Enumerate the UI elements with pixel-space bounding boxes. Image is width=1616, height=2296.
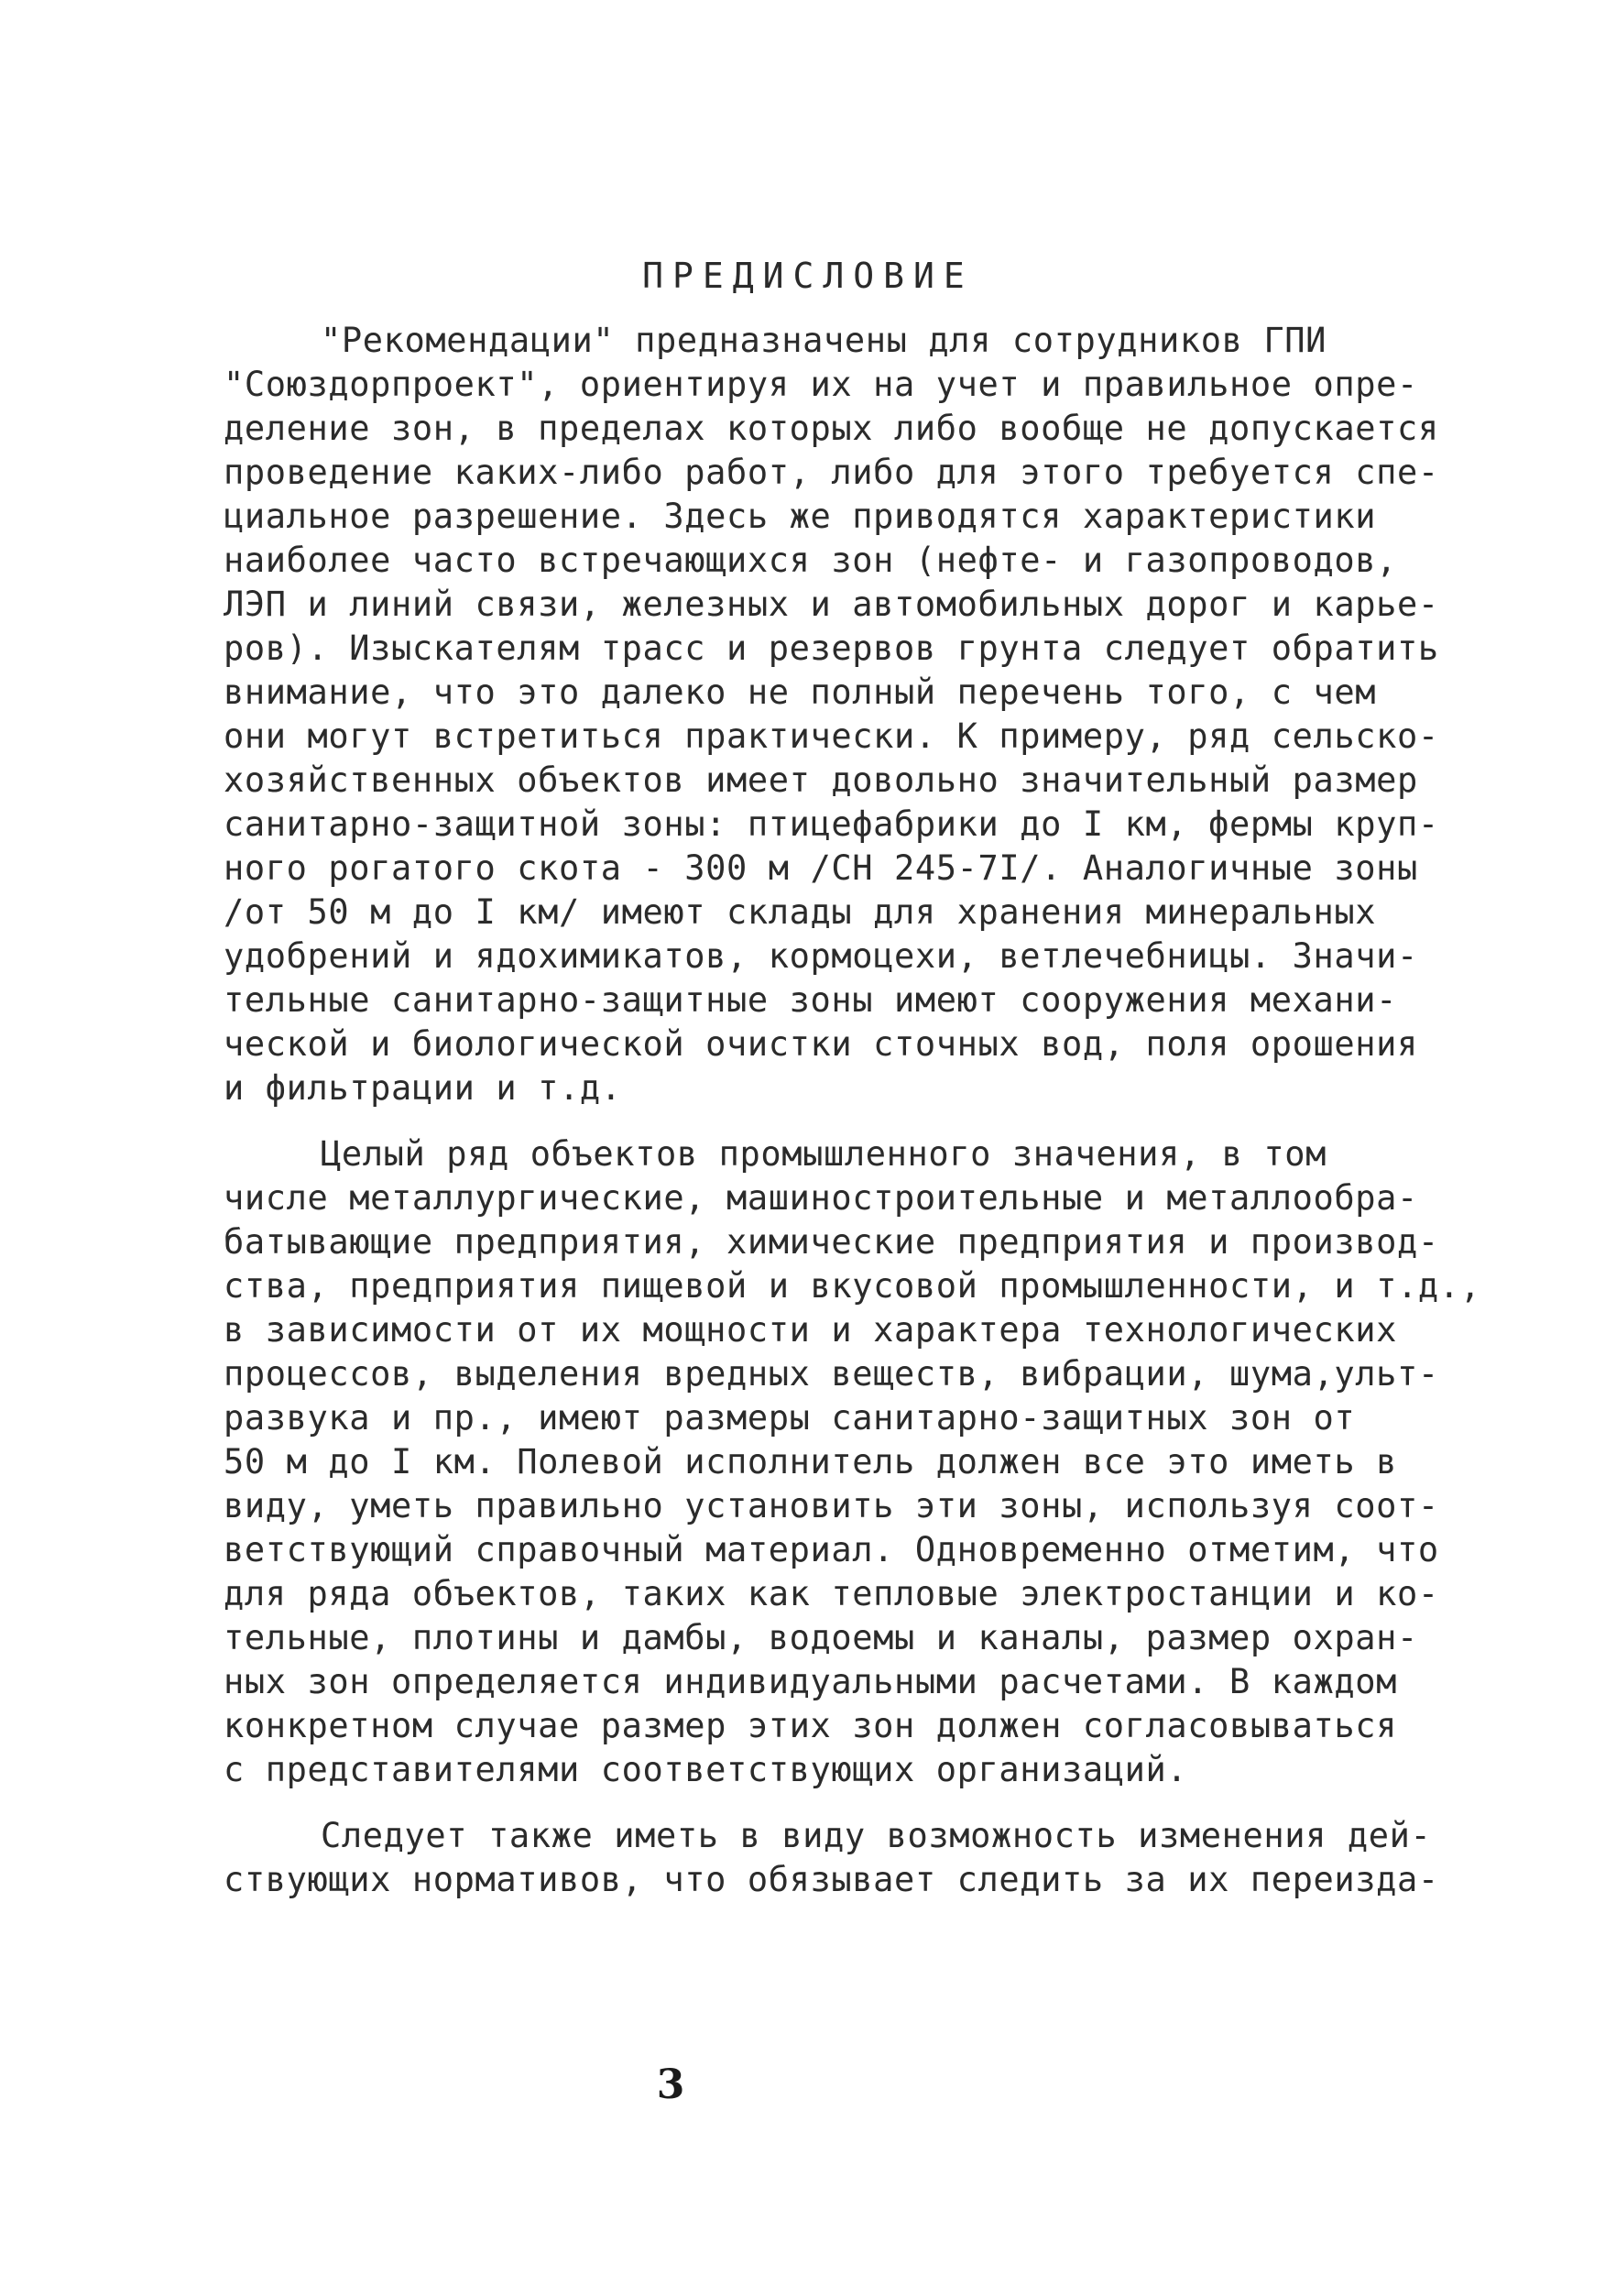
text-line: внимание, что это далеко не полный перечень того, с чем xyxy=(224,672,1377,712)
text-line: ства, предприятия пищевой и вкусовой промышленности, и т.д., xyxy=(224,1266,1481,1306)
text-line: проведение каких-либо работ, либо для этого требуется спе- xyxy=(224,453,1439,492)
text-line: процессов, выделения вредных веществ, вибрации, шума,ульт- xyxy=(224,1354,1439,1394)
text-line: ров). Изыскателям трасс и резервов грунта следует обратить xyxy=(224,629,1439,668)
text-line: ческой и биологической очистки сточных вод, поля орошения xyxy=(224,1024,1418,1064)
text-line: ных зон определяется индивидуальными расчетами. В каждом xyxy=(224,1662,1398,1701)
text-line: в зависимости от их мощности и характера технологических xyxy=(224,1310,1398,1350)
text-line: и фильтрации и т.д. xyxy=(224,1068,622,1108)
text-line: они могут встретиться практически. К примеру, ряд сельско- xyxy=(224,716,1439,756)
text-line: наиболее часто встречающихся зон (нефте- и газопроводов, xyxy=(224,541,1398,580)
text-line: /от 50 м до I км/ имеют склады для хранения минеральных xyxy=(224,892,1377,932)
text-line: "Союздорпроект", ориентируя их на учет и правильное опре- xyxy=(224,365,1418,404)
text-line: тельные, плотины и дамбы, водоемы и каналы, размер охран- xyxy=(224,1618,1418,1657)
text-line: с представителями соответствующих организаций. xyxy=(224,1750,1188,1789)
text-line: числе металлургические, машиностроительные и металлообра- xyxy=(224,1178,1418,1218)
text-line: ствующих нормативов, что обязывает следить за их переизда- xyxy=(224,1860,1439,1899)
text-line: Следует также иметь в виду возможность изменения дей- xyxy=(321,1816,1432,1855)
text-line: "Рекомендации" предназначены для сотрудников ГПИ xyxy=(321,321,1327,360)
text-line: хозяйственных объектов имеет довольно значительный размер xyxy=(224,760,1418,800)
page-title: ПРЕДИСЛОВИЕ xyxy=(642,256,974,296)
text-line: конкретном случае размер этих зон должен согласовываться xyxy=(224,1706,1398,1745)
text-line: циальное разрешение. Здесь же приводятся характеристики xyxy=(224,497,1377,536)
text-line: деление зон, в пределах которых либо вообще не допускается xyxy=(224,409,1439,448)
text-line: удобрений и ядохимикатов, кормоцехи, ветлечебницы. Значи- xyxy=(224,936,1418,976)
text-line: виду, уметь правильно установить эти зоны, используя соот- xyxy=(224,1486,1439,1525)
text-line: ЛЭП и линий связи, железных и автомобильных дорог и карье- xyxy=(224,585,1439,624)
text-line: развука и пр., имеют размеры санитарно-защитных зон от xyxy=(224,1398,1356,1438)
text-line: Целый ряд объектов промышленного значения, в том xyxy=(321,1134,1327,1174)
text-line: тельные санитарно-защитные зоны имеют сооружения механи- xyxy=(224,980,1398,1020)
text-line: 50 м до I км. Полевой исполнитель должен все это иметь в xyxy=(224,1442,1398,1481)
page-number: 3 xyxy=(656,2061,685,2108)
text-line: ного рогатого скота - 300 м /СН 245-7I/. Аналогичные зоны xyxy=(224,848,1418,888)
text-line: ветствующий справочный материал. Одновременно отметим, что xyxy=(224,1530,1439,1569)
text-line: санитарно-защитной зоны: птицефабрики до I км, фермы круп- xyxy=(224,804,1439,844)
text-line: для ряда объектов, таких как тепловые электростанции и ко- xyxy=(224,1574,1439,1613)
text-line: батывающие предприятия, химические предприятия и производ- xyxy=(224,1222,1439,1262)
